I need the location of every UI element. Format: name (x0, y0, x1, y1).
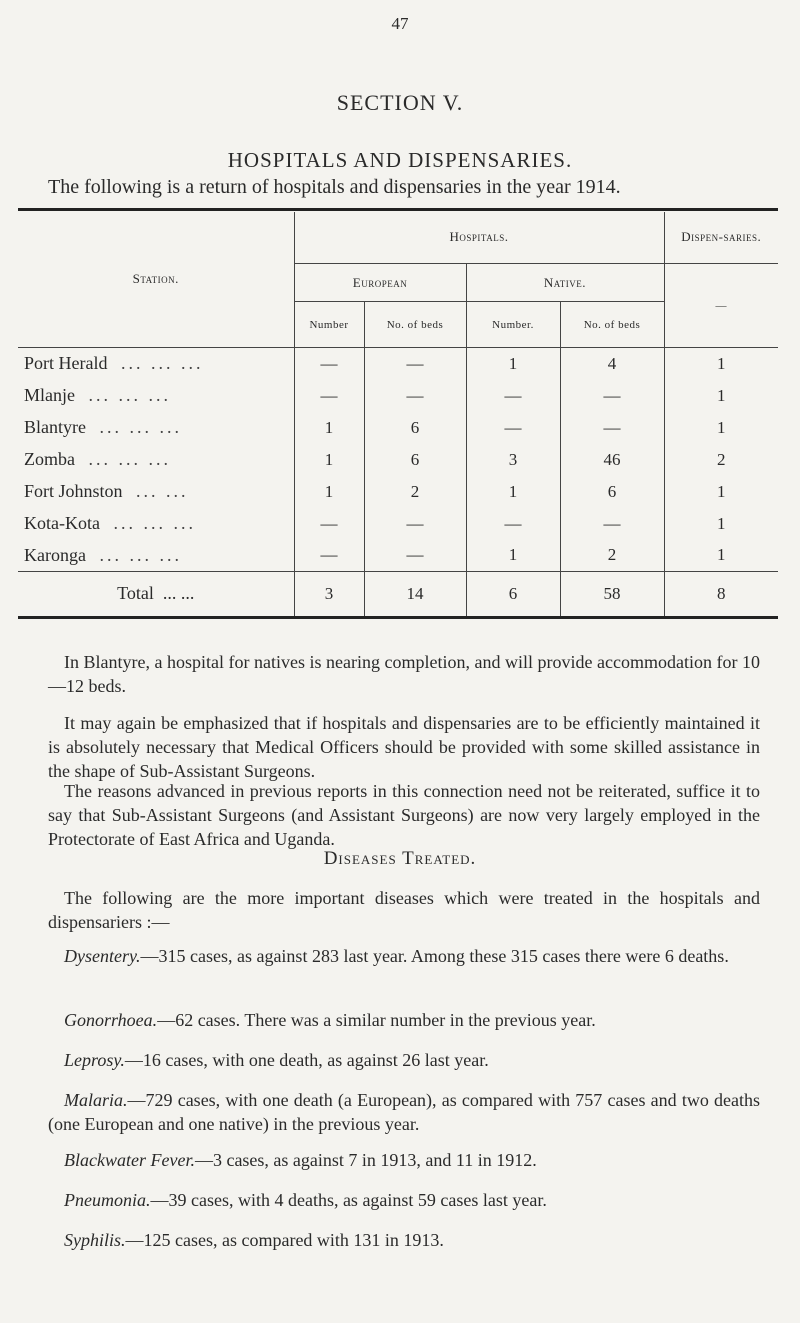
disease-entry (48, 1228, 760, 1252)
station-name: Mlanje (24, 385, 75, 405)
total-row (18, 572, 778, 616)
hospitals-header: Hospitals. (294, 212, 664, 264)
station-cell (18, 508, 294, 540)
station-cell (18, 444, 294, 476)
european-header: European (294, 264, 466, 302)
disease-text: —16 cases, with one death, as against 26 last year. (124, 1050, 489, 1070)
disease-text: —3 cases, as against 7 in 1913, and 11 in 1912. (194, 1150, 537, 1170)
eu-beds-cell: 6 (364, 412, 466, 444)
leader-dots: ... ... ... (99, 544, 182, 565)
section-title: SECTION V. (336, 90, 464, 115)
disease-entry (48, 1048, 760, 1072)
station-cell (18, 540, 294, 572)
station-cell (18, 348, 294, 380)
dispensaries-cell: 1 (664, 476, 778, 508)
disease-entry (48, 1188, 760, 1212)
native-beds-cell: 6 (560, 476, 664, 508)
native-number-cell: 1 (466, 476, 560, 508)
eu-beds-header: No. of beds (364, 302, 466, 348)
leader-dots: ... ... (136, 481, 189, 501)
eu-number-cell: — (294, 508, 364, 540)
disease-name: Syphilis. (64, 1230, 126, 1250)
disease-name: Leprosy. (64, 1050, 125, 1070)
intro-text: The following is a return of hospitals and dispensaries in the year 1914. (48, 176, 621, 198)
station-cell (18, 412, 294, 444)
page-title: HOSPITALS AND DISPENSARIES. (227, 148, 573, 172)
table-row (18, 540, 778, 572)
leader-dots: ... ... ... (88, 385, 171, 405)
station-name: Karonga (24, 544, 86, 565)
native-number-cell: — (466, 380, 560, 412)
native-number-cell: — (466, 508, 560, 540)
station-name: Fort Johnston (24, 481, 123, 501)
disease-name: Dysentery. (64, 946, 141, 966)
disease-text: —39 cases, with 4 deaths, as against 59 cases last year. (150, 1190, 547, 1210)
table-row (18, 380, 778, 412)
native-header: Native. (466, 264, 664, 302)
eu-number-header: Number (294, 302, 364, 348)
leader-dots: ... ... ... (99, 417, 182, 437)
native-beds-cell: 46 (560, 444, 664, 476)
dispensaries-cell: 1 (664, 348, 778, 380)
total-native-number: 6 (466, 572, 560, 616)
reasons-paragraph: The reasons advanced in previous reports in this connection need not be reiterated, suffice it to say that Sub-Assistant Surgeons (and Assistant Surgeons) are now very largely employed in the Protectorate of East Africa and Uganda. (48, 781, 760, 849)
station-name: Kota-Kota (24, 513, 100, 533)
native-beds-cell: — (560, 412, 664, 444)
eu-number-cell: — (294, 348, 364, 380)
native-beds-cell: 4 (560, 348, 664, 380)
diseases-intro: The following are the more important diseases which were treated in the hospitals and dispensariers :— (48, 888, 760, 932)
table-row (18, 476, 778, 508)
disease-name: Blackwater Fever. (64, 1150, 195, 1170)
disease-text: —315 cases, as against 283 last year. Among these 315 cases there were 6 deaths. (140, 946, 729, 966)
total-native-beds: 58 (560, 572, 664, 616)
native-number-cell: — (466, 412, 560, 444)
disease-name: Malaria. (64, 1090, 128, 1110)
dispensaries-cell: 1 (664, 412, 778, 444)
native-beds-cell: — (560, 508, 664, 540)
eu-beds-cell: 6 (364, 444, 466, 476)
eu-beds-cell: — (364, 380, 466, 412)
eu-beds-cell: — (364, 540, 466, 572)
native-beds-header: No. of beds (560, 302, 664, 348)
blantyre-paragraph: In Blantyre, a hospital for natives is nearing completion, and will provide accommodation for 10—12 beds. (48, 652, 760, 696)
disease-name: Pneumonia. (64, 1190, 151, 1210)
dispensaries-cell: 1 (664, 540, 778, 572)
eu-beds-cell: — (364, 508, 466, 540)
dispensaries-dash: — (664, 264, 778, 348)
table-row (18, 444, 778, 476)
hospitals-table (18, 208, 778, 619)
station-cell (18, 476, 294, 508)
eu-number-cell: 1 (294, 412, 364, 444)
dispensaries-header: Dispen-saries. (664, 212, 778, 264)
native-number-cell: 1 (466, 540, 560, 572)
leader-dots: ... ... ... (88, 449, 171, 469)
eu-number-cell: 1 (294, 476, 364, 508)
station-name: Port Herald (24, 353, 108, 374)
disease-entry (48, 1088, 760, 1136)
station-header: Station. (132, 271, 179, 287)
table-row (18, 508, 778, 540)
total-label: Total ... ... (18, 572, 294, 616)
native-beds-cell: 2 (560, 540, 664, 572)
total-eu-number: 3 (294, 572, 364, 616)
total-dispensaries: 8 (664, 572, 778, 616)
dispensaries-cell: 1 (664, 508, 778, 540)
diseases-heading: Diseases Treated. (323, 848, 477, 869)
eu-beds-cell: 2 (364, 476, 466, 508)
disease-entry (48, 1008, 760, 1032)
disease-entry (48, 944, 760, 968)
disease-text: —125 cases, as compared with 131 in 1913. (125, 1230, 444, 1250)
page-number: 47 (391, 14, 409, 33)
native-number-header: Number. (466, 302, 560, 348)
leader-dots: ... ... ... (120, 353, 204, 374)
eu-number-cell: 1 (294, 444, 364, 476)
disease-name: Gonorrhoea. (64, 1010, 158, 1030)
station-cell (18, 380, 294, 412)
disease-text: —729 cases, with one death (a European), as compared with 757 cases and two deaths (one European and one native) in the previous year. (48, 1090, 760, 1134)
emphasis-paragraph: It may again be emphasized that if hospitals and dispensaries are to be efficiently maintained it is absolutely necessary that Medical Officers should be provided with some skilled assistance in the shape of Sub-Assistant Surgeons. (48, 713, 760, 781)
dispensaries-cell: 2 (664, 444, 778, 476)
eu-number-cell: — (294, 540, 364, 572)
native-number-cell: 1 (466, 348, 560, 380)
disease-entry (48, 1148, 760, 1172)
leader-dots: ... ... ... (113, 513, 196, 533)
table-row (18, 412, 778, 444)
total-eu-beds: 14 (364, 572, 466, 616)
disease-text: —62 cases. There was a similar number in the previous year. (157, 1010, 596, 1030)
eu-beds-cell: — (364, 348, 466, 380)
native-beds-cell: — (560, 380, 664, 412)
dispensaries-cell: 1 (664, 380, 778, 412)
eu-number-cell: — (294, 380, 364, 412)
table-row (18, 348, 778, 380)
station-name: Blantyre (24, 417, 86, 437)
station-name: Zomba (24, 449, 75, 469)
native-number-cell: 3 (466, 444, 560, 476)
